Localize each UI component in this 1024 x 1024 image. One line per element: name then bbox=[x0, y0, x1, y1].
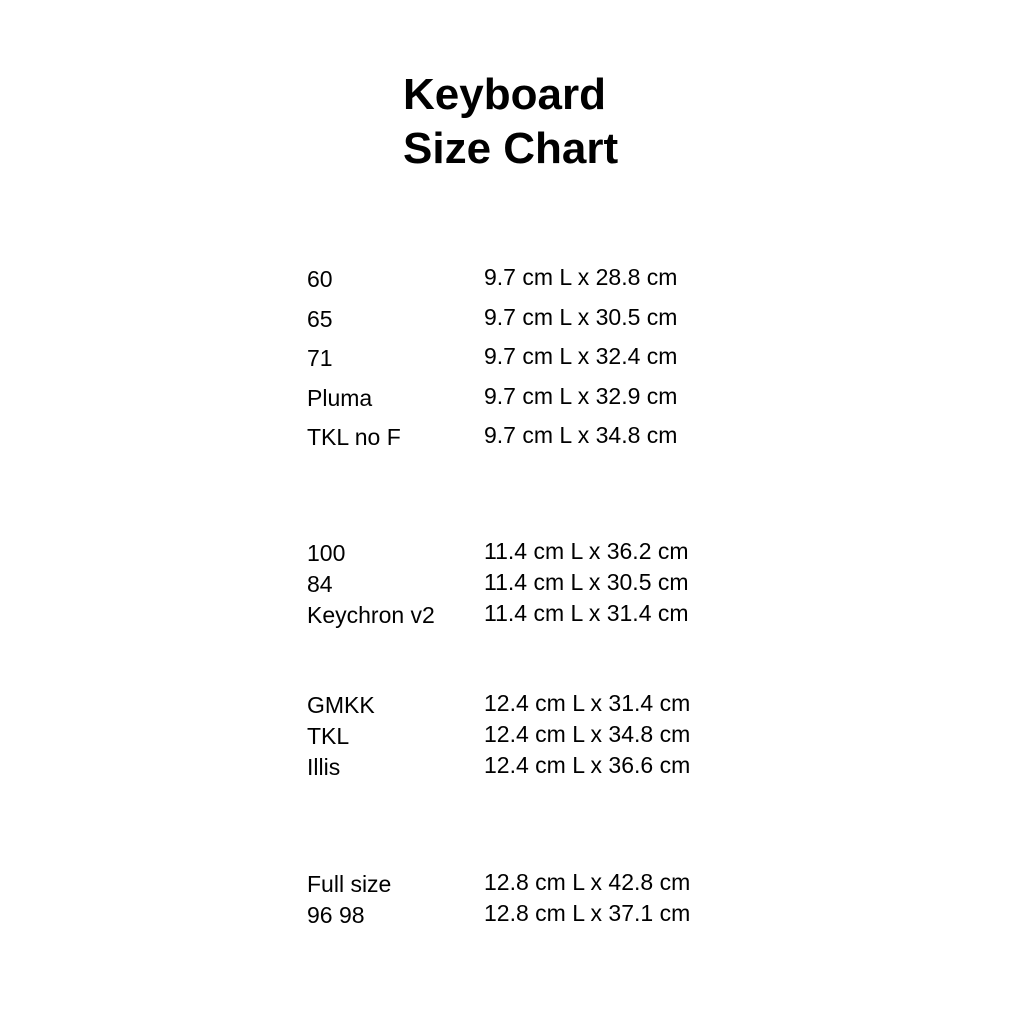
keyboard-name: TKL bbox=[307, 723, 350, 749]
size-row bbox=[307, 383, 767, 423]
title-line-1: Keyboard bbox=[403, 70, 606, 119]
keyboard-dimensions: 9.7 cm L x 30.5 cm bbox=[484, 303, 678, 330]
size-row bbox=[307, 304, 767, 344]
keyboard-dimensions: 9.7 cm L x 28.8 cm bbox=[484, 264, 678, 290]
keyboard-dimensions: 11.4 cm L x 31.4 cm bbox=[484, 600, 689, 626]
size-row bbox=[307, 343, 767, 383]
keyboard-dimensions: 9.7 cm L x 32.9 cm bbox=[484, 382, 678, 409]
keyboard-dimensions: 11.4 cm L x 30.5 cm bbox=[484, 569, 689, 595]
keyboard-dimensions: 9.7 cm L x 32.4 cm bbox=[484, 343, 678, 369]
keyboard-name: Full size bbox=[307, 871, 392, 897]
keyboard-dimensions: 12.8 cm L x 42.8 cm bbox=[484, 869, 691, 895]
keyboard-name: Keychron v2 bbox=[307, 602, 435, 628]
keyboard-name: Illis bbox=[307, 754, 341, 780]
keyboard-name: Pluma bbox=[307, 384, 373, 411]
keyboard-name: 65 bbox=[307, 305, 333, 332]
size-row bbox=[307, 600, 767, 631]
size-row bbox=[307, 900, 767, 931]
keyboard-name: 100 bbox=[307, 540, 346, 566]
size-row bbox=[307, 538, 767, 569]
size-group-4 bbox=[307, 869, 767, 931]
size-row bbox=[307, 690, 767, 721]
keyboard-name: 71 bbox=[307, 345, 333, 371]
keyboard-dimensions: 11.4 cm L x 36.2 cm bbox=[484, 538, 689, 564]
keyboard-name: GMKK bbox=[307, 692, 375, 718]
keyboard-dimensions: 12.4 cm L x 31.4 cm bbox=[484, 690, 691, 716]
page-title bbox=[403, 68, 618, 176]
size-row bbox=[307, 869, 767, 900]
size-row bbox=[307, 569, 767, 600]
keyboard-name: TKL no F bbox=[307, 424, 401, 450]
keyboard-name: 96 98 bbox=[307, 902, 365, 928]
size-group-3 bbox=[307, 690, 767, 783]
keyboard-dimensions: 9.7 cm L x 34.8 cm bbox=[484, 422, 678, 448]
keyboard-dimensions: 12.4 cm L x 34.8 cm bbox=[484, 721, 691, 747]
size-group-1 bbox=[307, 264, 767, 462]
title-line-2: Size Chart bbox=[403, 124, 619, 173]
size-group-2 bbox=[307, 538, 767, 631]
size-row bbox=[307, 721, 767, 752]
keyboard-dimensions: 12.8 cm L x 37.1 cm bbox=[484, 900, 691, 926]
keyboard-name: 60 bbox=[307, 266, 333, 292]
size-row bbox=[307, 264, 767, 304]
keyboard-dimensions: 12.4 cm L x 36.6 cm bbox=[484, 752, 691, 778]
keyboard-name: 84 bbox=[307, 571, 333, 597]
size-row bbox=[307, 422, 767, 462]
size-row bbox=[307, 752, 767, 783]
